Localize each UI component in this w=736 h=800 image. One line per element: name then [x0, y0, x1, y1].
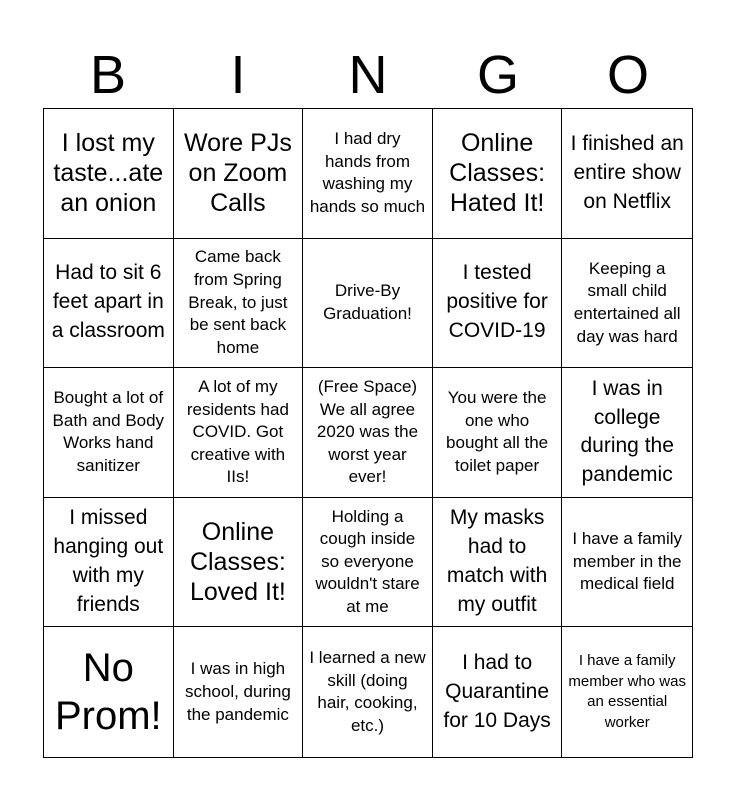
header-letter-o: O — [606, 45, 649, 105]
bingo-header — [43, 40, 693, 108]
cell-text: I was in high school, during the pandemic — [184, 659, 291, 724]
cell-text: I have a family member who was an essential worker — [568, 651, 686, 731]
cell-text: Holding a cough inside so everyone wouldn't stare at me — [315, 506, 420, 616]
cell-text: I tested positive for COVID-19 — [446, 261, 548, 343]
bingo-cell-r4-c4[interactable] — [433, 498, 563, 628]
cell-text: (Free Space) We all agree 2020 was the worst year ever! — [316, 376, 419, 487]
cell-text: I missed hanging out with my friends — [53, 506, 164, 617]
cell-text: I learned a new skill (doing hair, cooking, etc.) — [309, 647, 426, 735]
cell-text: Drive-By Graduation! — [323, 281, 412, 323]
bingo-cell-r3-c3-free-space[interactable] — [303, 368, 433, 498]
cell-text: My masks had to match with my outfit — [446, 506, 548, 617]
cell-text: Keeping a small child entertained all day was hard — [573, 258, 681, 346]
cell-text: Came back from Spring Break, to just be sent back home — [188, 247, 288, 357]
bingo-cell-r3-c2[interactable] — [174, 368, 304, 498]
header-letter-b: B — [89, 45, 127, 105]
cell-text: Wore PJs on Zoom Calls — [183, 129, 292, 218]
bingo-cell-r1-c2[interactable] — [174, 109, 304, 239]
cell-text: A lot of my residents had COVID. Got creative with IIs! — [186, 376, 289, 487]
cell-text: I have a family member in the medical field — [572, 529, 682, 594]
bingo-cell-r1-c4[interactable] — [433, 109, 563, 239]
bingo-cell-r3-c4[interactable] — [433, 368, 563, 498]
cell-text: No Prom! — [54, 646, 162, 739]
bingo-cell-r4-c2[interactable] — [174, 498, 304, 628]
bingo-cell-r2-c2[interactable] — [174, 239, 304, 369]
bingo-cell-r2-c1[interactable] — [44, 239, 174, 369]
cell-text: I finished an entire show on Netflix — [570, 131, 684, 213]
bingo-cell-r3-c1[interactable] — [44, 368, 174, 498]
header-letter-n: N — [348, 45, 388, 105]
cell-text: I had dry hands from washing my hands so much — [309, 129, 426, 216]
cell-text: Online Classes: Hated It! — [449, 129, 546, 218]
bingo-cell-r5-c2[interactable] — [174, 627, 304, 757]
cell-text: Bought a lot of Bath and Body Works hand sanitizer — [52, 388, 165, 476]
cell-text: Had to sit 6 feet apart in a classroom — [51, 261, 165, 343]
bingo-cell-r5-c1[interactable] — [44, 627, 174, 757]
bingo-cell-r4-c5[interactable] — [562, 498, 692, 628]
bingo-cell-r5-c5[interactable] — [562, 627, 692, 757]
cell-text: Online Classes: Loved It! — [189, 518, 286, 607]
bingo-cell-r1-c5[interactable] — [562, 109, 692, 239]
bingo-cell-r1-c1[interactable] — [44, 109, 174, 239]
bingo-cell-r1-c3[interactable] — [303, 109, 433, 239]
cell-text: You were the one who bought all the toilet paper — [446, 388, 549, 476]
bingo-cell-r3-c5[interactable] — [562, 368, 692, 498]
cell-text: I was in college during the pandemic — [580, 376, 674, 487]
bingo-cell-r5-c4[interactable] — [433, 627, 563, 757]
header-letter-g: G — [476, 45, 519, 105]
bingo-cell-r2-c3[interactable] — [303, 239, 433, 369]
bingo-cell-r4-c1[interactable] — [44, 498, 174, 628]
bingo-cell-r4-c3[interactable] — [303, 498, 433, 628]
bingo-cell-r5-c3[interactable] — [303, 627, 433, 757]
cell-text: I had to Quarantine for 10 Days — [443, 650, 551, 732]
bingo-board — [43, 108, 693, 758]
cell-text: I lost my taste...ate an onion — [53, 129, 164, 218]
bingo-cell-r2-c5[interactable] — [562, 239, 692, 369]
header-letter-i: I — [230, 45, 246, 105]
bingo-cell-r2-c4[interactable] — [433, 239, 563, 369]
